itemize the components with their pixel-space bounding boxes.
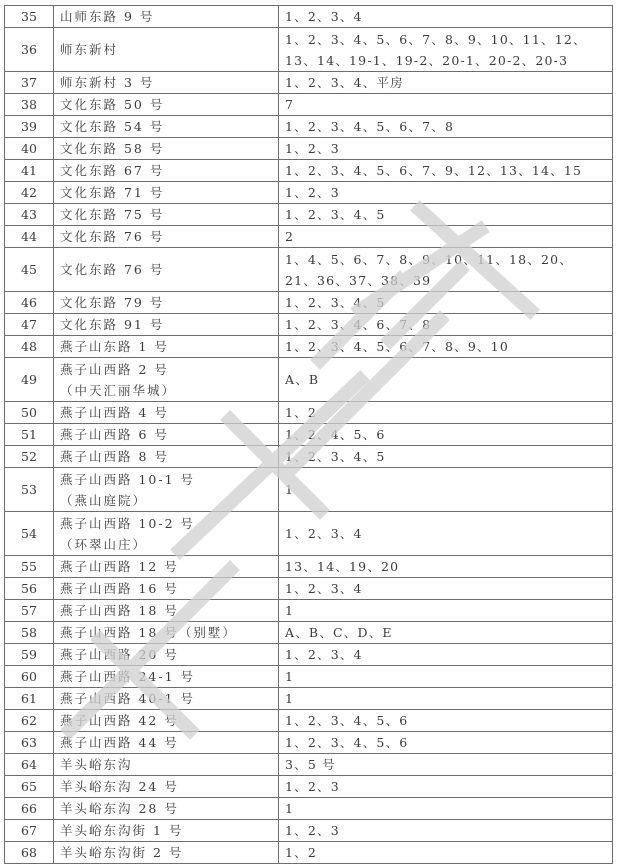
buildings-line: 1、2、3、4、5、6、7、8、9、10、11、12、 [285,31,587,47]
table-row [5,754,613,776]
address-cell [54,28,279,72]
row-number-cell: 57 [5,600,54,622]
buildings-line: 1、2、3、4 [285,9,363,24]
buildings-cell [279,468,613,512]
address-cell [54,6,279,28]
address-line: 燕子山西路 18 号 [60,603,179,618]
buildings-cell [279,556,613,578]
address-cell [54,182,279,204]
row-number-cell: 63 [5,732,54,754]
buildings-line: 1 [285,801,295,816]
buildings-line: 1、2、3 [285,141,340,156]
address-line: 羊头峪东沟 [60,757,133,772]
row-number-cell: 56 [5,578,54,600]
buildings-cell [279,732,613,754]
table-row [5,138,613,160]
table-row [5,842,613,864]
row-number-cell: 61 [5,688,54,710]
address-line: 文化东路 79 号 [60,295,165,310]
address-cell [54,666,279,688]
address-cell [54,776,279,798]
table-row [5,556,613,578]
row-number-cell: 68 [5,842,54,864]
table-row [5,710,613,732]
row-number-cell: 41 [5,160,54,182]
row-number-cell: 44 [5,226,54,248]
row-number-cell: 67 [5,820,54,842]
buildings-cell [279,314,613,336]
buildings-line: 1、2、3 [285,185,340,200]
buildings-line: 1、2 [285,405,318,420]
address-cell [54,798,279,820]
buildings-cell [279,842,613,864]
buildings-line: 1、2、3、4 [285,647,363,662]
table-row [5,776,613,798]
address-cell [54,336,279,358]
buildings-cell [279,754,613,776]
row-number-cell: 42 [5,182,54,204]
row-number-cell: 38 [5,94,54,116]
address-cell [54,138,279,160]
address-cell [54,248,279,292]
buildings-line: 1、2、3、4、5、6、7、9、12、13、14、15 [285,163,583,178]
buildings-line: 3、5 号 [285,757,336,772]
address-line: 山师东路 9 号 [60,9,155,24]
buildings-cell [279,226,613,248]
address-cell [54,446,279,468]
row-number-cell: 49 [5,358,54,402]
address-cell [54,622,279,644]
table-row [5,644,613,666]
address-line: 文化东路 54 号 [60,119,165,134]
address-line: 燕子山西路 10-2 号 [60,515,196,531]
address-line: 燕子山西路 20 号 [60,647,179,662]
table-row [5,424,613,446]
table-row [5,248,613,292]
table-row [5,292,613,314]
row-number-cell: 37 [5,72,54,94]
address-cell [54,72,279,94]
buildings-line: 1、2、3、4、5、6 [285,735,409,750]
address-cell [54,204,279,226]
table-row [5,226,613,248]
address-line: 文化东路 75 号 [60,207,165,222]
table-row [5,666,613,688]
buildings-cell [279,6,613,28]
address-line: （环翠山庄） [60,536,148,552]
table-row [5,28,613,72]
address-line: 文化东路 67 号 [60,163,165,178]
row-number-cell: 43 [5,204,54,226]
address-cell [54,842,279,864]
address-line: 燕子山西路 24-1 号 [60,669,196,684]
buildings-cell [279,138,613,160]
address-line: 燕子山西路 44 号 [60,735,179,750]
address-cell [54,292,279,314]
buildings-cell [279,644,613,666]
buildings-line: A、B、C、D、E [285,625,393,640]
row-number-cell: 55 [5,556,54,578]
table-row [5,182,613,204]
row-number-cell: 46 [5,292,54,314]
table-row [5,116,613,138]
buildings-cell [279,160,613,182]
address-line: 羊头峪东沟街 1 号 [60,823,184,838]
address-cell [54,688,279,710]
address-line: 燕子山西路 6 号 [60,427,169,442]
table-row [5,6,613,28]
buildings-cell [279,776,613,798]
address-cell [54,578,279,600]
table-row [5,820,613,842]
buildings-cell [279,116,613,138]
table-row [5,468,613,512]
address-line: 燕子山西路 2 号 [60,361,169,377]
buildings-line: 1、2、3、4 [285,526,363,541]
buildings-cell [279,600,613,622]
address-building-table [4,5,613,864]
buildings-cell [279,688,613,710]
buildings-line: 1、2 [285,845,318,860]
table-row [5,314,613,336]
table-row [5,600,613,622]
table-row [5,160,613,182]
table-body [5,6,613,864]
row-number-cell: 66 [5,798,54,820]
buildings-line: 1 [285,691,295,706]
table-row [5,622,613,644]
buildings-line: 1 [285,482,295,497]
buildings-cell [279,72,613,94]
address-line: 文化东路 76 号 [60,229,165,244]
buildings-line: 1 [285,603,295,618]
row-number-cell: 52 [5,446,54,468]
row-number-cell: 36 [5,28,54,72]
row-number-cell: 54 [5,512,54,556]
buildings-cell [279,820,613,842]
address-cell [54,710,279,732]
buildings-line: 13、14、19-1、19-2、20-1、20-2、20-3 [285,52,569,68]
buildings-line: 1、4、5、6、7、8、9、10、11、18、20、 [285,251,573,267]
address-cell [54,556,279,578]
buildings-cell [279,402,613,424]
buildings-line: 2 [285,229,295,244]
row-number-cell: 40 [5,138,54,160]
row-number-cell: 53 [5,468,54,512]
address-cell [54,314,279,336]
address-line: 羊头峪东沟 28 号 [60,801,179,816]
address-cell [54,732,279,754]
row-number-cell: 39 [5,116,54,138]
address-cell [54,820,279,842]
row-number-cell: 51 [5,424,54,446]
address-cell [54,94,279,116]
buildings-cell [279,798,613,820]
address-line: 燕子山西路 4 号 [60,405,169,420]
buildings-cell [279,28,613,72]
address-cell [54,644,279,666]
address-cell [54,226,279,248]
buildings-line: 1、2、3、4、平房 [285,75,404,90]
buildings-cell [279,424,613,446]
address-line: 燕子山西路 18 号（别墅） [60,625,237,640]
address-line: 燕子山西路 40-1 号 [60,691,196,706]
table-row [5,204,613,226]
row-number-cell: 47 [5,314,54,336]
buildings-line: 13、14、19、20 [285,559,400,574]
address-cell [54,402,279,424]
buildings-line: 1、2、3、4、5、6、7、8、9、10 [285,339,509,354]
row-number-cell: 58 [5,622,54,644]
buildings-line: 1、2、3 [285,779,340,794]
table-row [5,336,613,358]
address-line: 羊头峪东沟街 2 号 [60,845,184,860]
buildings-line: 1、2、3、4、6、7、8 [285,317,432,332]
address-line: （燕山庭院） [60,492,148,508]
buildings-cell [279,710,613,732]
buildings-line: 1、2、3、4、5、6、7、8 [285,119,455,134]
address-cell [54,600,279,622]
table-row [5,512,613,556]
address-line: 燕子山西路 12 号 [60,559,179,574]
buildings-cell [279,94,613,116]
buildings-line: 1 [285,669,295,684]
address-cell [54,468,279,512]
address-line: 燕子山西路 42 号 [60,713,179,728]
row-number-cell: 64 [5,754,54,776]
row-number-cell: 65 [5,776,54,798]
address-cell [54,160,279,182]
buildings-line: 1、2、3、4 [285,581,363,596]
buildings-cell [279,666,613,688]
row-number-cell: 48 [5,336,54,358]
buildings-line: 1、2、3、4、5、6 [285,713,409,728]
buildings-cell [279,446,613,468]
buildings-line: 1、2、3、4、5 [285,449,386,464]
address-line: 燕子山西路 16 号 [60,581,179,596]
buildings-line: A、B [285,372,320,387]
row-number-cell: 60 [5,666,54,688]
address-line: 燕子山西路 10-1 号 [60,471,196,487]
buildings-cell [279,512,613,556]
table-row [5,578,613,600]
address-cell [54,754,279,776]
buildings-line: 1、2、3 [285,823,340,838]
buildings-cell [279,578,613,600]
table-row [5,446,613,468]
address-line: 师东新村 [60,42,119,57]
address-line: 燕子山西路 8 号 [60,449,169,464]
table-row [5,798,613,820]
address-cell [54,358,279,402]
table-row [5,732,613,754]
address-line: 文化东路 76 号 [60,262,165,277]
buildings-line: 1、2、3、4、5 [285,295,386,310]
address-cell [54,512,279,556]
address-line: （中天汇丽华城） [60,382,177,398]
table-row [5,72,613,94]
address-line: 文化东路 91 号 [60,317,165,332]
buildings-cell [279,204,613,226]
table-row [5,402,613,424]
address-line: 羊头峪东沟 24 号 [60,779,179,794]
buildings-cell [279,358,613,402]
buildings-line: 1、2、3、4、5 [285,207,386,222]
buildings-line: 21、36、37、38、39 [285,272,432,288]
address-cell [54,424,279,446]
row-number-cell: 62 [5,710,54,732]
address-cell [54,116,279,138]
buildings-cell [279,336,613,358]
table-row [5,94,613,116]
table-row [5,358,613,402]
row-number-cell: 50 [5,402,54,424]
address-line: 师东新村 3 号 [60,75,155,90]
row-number-cell: 45 [5,248,54,292]
address-line: 文化东路 50 号 [60,97,165,112]
row-number-cell: 59 [5,644,54,666]
buildings-cell [279,622,613,644]
buildings-line: 1、2、4、5、6 [285,427,386,442]
table-row [5,688,613,710]
address-line: 燕子山东路 1 号 [60,339,169,354]
buildings-cell [279,292,613,314]
buildings-cell [279,182,613,204]
buildings-line: 7 [285,97,295,112]
buildings-cell [279,248,613,292]
row-number-cell: 35 [5,6,54,28]
address-line: 文化东路 71 号 [60,185,165,200]
address-line: 文化东路 58 号 [60,141,165,156]
